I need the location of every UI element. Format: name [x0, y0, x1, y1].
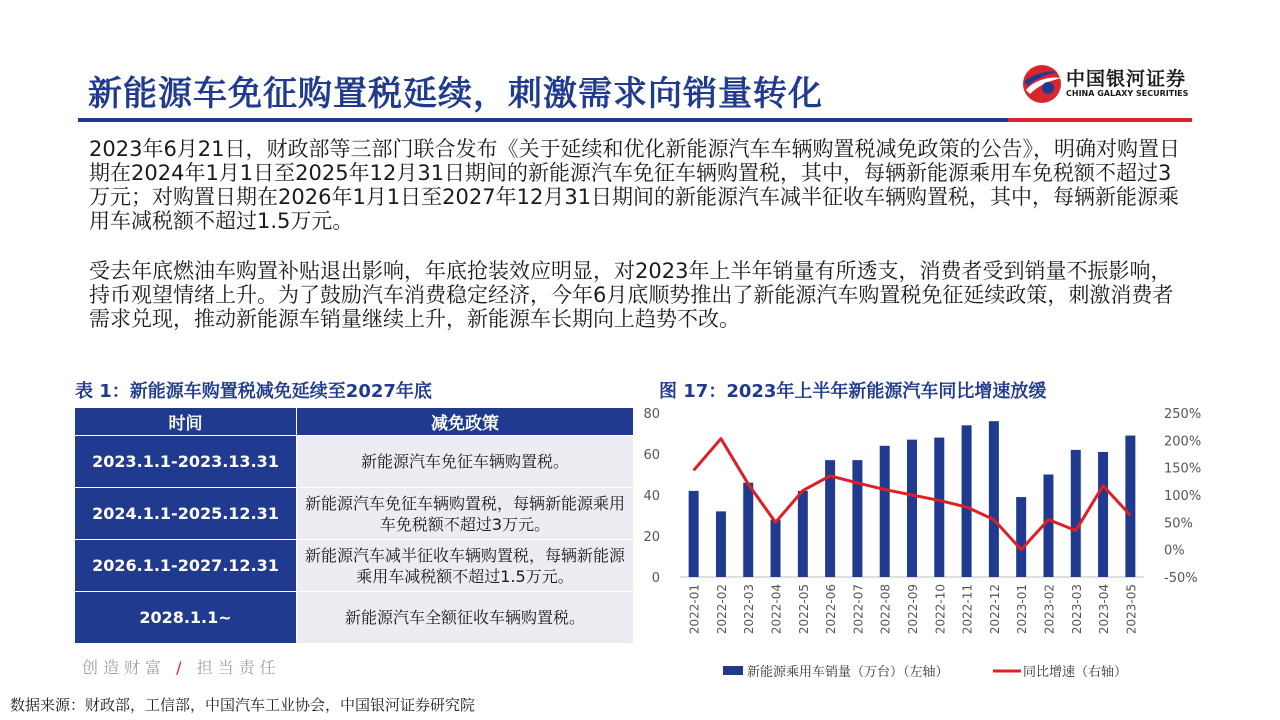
bar-2022-09: [907, 440, 917, 577]
logo-english-name: CHINA GALAXY SECURITIES: [1066, 89, 1189, 98]
bar-2023-04: [1098, 452, 1108, 577]
x-axis-tick-label: 2022-09: [906, 584, 920, 635]
table-row: [75, 436, 634, 488]
data-source-note: 数据来源：财政部，工信部，中国汽车工业协会，中国银河证券研究院: [10, 696, 476, 714]
table-header-policy: 减免政策: [297, 408, 634, 436]
bar-2022-11: [962, 425, 972, 577]
table-cell-policy: 新能源汽车全额征收车辆购置税。: [297, 592, 634, 644]
legend-bar-swatch: [723, 666, 743, 675]
sales-growth-chart: [636, 400, 1216, 690]
x-axis-tick-label: 2022-04: [769, 584, 784, 635]
x-axis-tick-label: 2023-04: [1097, 584, 1112, 635]
legend-line-label: 同比增速（右轴）: [1023, 665, 1128, 680]
x-axis-tick-label: 2022-05: [796, 584, 811, 635]
right-axis-tick-label: -50%: [1164, 571, 1198, 586]
bar-2022-04: [771, 520, 781, 577]
table-cell-policy: 新能源汽车免征车辆购置税。: [297, 436, 634, 488]
table-title: 表 1：新能源车购置税减免延续至2027年底: [75, 381, 432, 402]
left-axis-tick-label: 20: [643, 530, 660, 545]
table-cell-time: 2026.1.1-2027.12.31: [75, 540, 297, 592]
table-row: [75, 540, 634, 592]
right-axis-tick-label: 200%: [1164, 434, 1202, 450]
table-row: [75, 488, 634, 540]
table-cell-time: 2024.1.1-2025.12.31: [75, 488, 297, 540]
table-cell-policy: 新能源汽车免征车辆购置税，每辆新能源乘用车免税额不超过3万元。: [297, 488, 634, 540]
paragraph-market-analysis: 受去年底燃油车购置补贴退出影响，年底抢装效应明显，对2023年上半年销量有所透支，消费者受到销量不振影响，持币观望情绪上升。为了鼓励汽车消费稳定经济，今年6月底顺势推出了新能源汽车购置税免征延续政策，刺激消费者需求兑现，推动新能源车销量继续上升，新能源车长期向上趋势不改。: [89, 259, 1174, 331]
left-axis-tick-label: 40: [643, 489, 660, 504]
page-title: 新能源车免征购置税延续，刺激需求向销量转化: [88, 74, 823, 114]
x-axis-tick-label: 2022-12: [987, 584, 1002, 635]
table-cell-time: 2023.1.1-2023.13.31: [75, 436, 297, 488]
table-cell-time: 2028.1.1~: [75, 592, 297, 644]
slogan-right: 担当责任: [196, 658, 281, 677]
policy-table: [74, 407, 634, 644]
x-axis-tick-label: 2022-03: [742, 584, 757, 635]
x-axis-tick-label: 2022-02: [714, 584, 729, 635]
logo-chinese-name: 中国银河证券: [1066, 68, 1187, 90]
x-axis-tick-label: 2023-03: [1069, 584, 1084, 635]
right-axis-tick-label: 100%: [1164, 489, 1202, 504]
title-underline-blue: [78, 118, 1008, 122]
bar-2022-08: [880, 446, 890, 577]
legend-bar-label: 新能源乘用车销量（万台）（左轴）: [747, 665, 949, 680]
table-row: [75, 592, 634, 644]
x-axis-tick-label: 2022-10: [933, 584, 948, 635]
table-cell-policy: 新能源汽车减半征收车辆购置税，每辆新能源乘用车减税额不超过1.5万元。: [297, 540, 634, 592]
chart-title: 图 17：2023年上半年新能源汽车同比增速放缓: [659, 381, 1047, 402]
x-axis-tick-label: 2022-11: [960, 584, 975, 635]
bar-2022-02: [716, 511, 726, 577]
x-axis-tick-label: 2022-01: [687, 584, 702, 635]
bar-2022-03: [743, 483, 753, 577]
x-axis-tick-label: 2023-01: [1015, 584, 1030, 635]
x-axis-tick-label: 2022-06: [824, 584, 839, 635]
x-axis-tick-label: 2022-08: [878, 584, 893, 635]
left-axis-tick-label: 80: [643, 407, 660, 422]
right-axis-tick-label: 150%: [1164, 461, 1202, 477]
left-axis-tick-label: 60: [643, 448, 660, 463]
bar-2022-10: [934, 438, 944, 577]
x-axis-tick-label: 2023-02: [1042, 584, 1057, 635]
bar-2022-01: [689, 491, 699, 577]
right-axis-tick-label: 250%: [1164, 407, 1202, 422]
x-axis-tick-label: 2022-07: [851, 584, 866, 635]
right-axis-tick-label: 0%: [1164, 543, 1185, 559]
paragraph-policy-announcement: 2023年6月21日，财政部等三部门联合发布《关于延续和优化新能源汽车车辆购置税减免政策的公告》，明确对购置日期在2024年1月1日至2025年12月31日期间的新能源汽车免征车辆购置税，其中，每辆新能源乘用车免税额不超过3万元；对购置日期在2026年1月1日至2027年12月31日期间的新能源汽车减半征收车辆购置税，其中，每辆新能源乘用车减税额不超过1.5万元。: [89, 137, 1181, 233]
galaxy-logo-icon: [1018, 62, 1066, 106]
bar-2023-03: [1071, 450, 1081, 577]
bar-2023-02: [1043, 475, 1053, 578]
right-axis-tick-label: 50%: [1164, 516, 1193, 532]
title-underline-red: [1008, 118, 1192, 122]
bar-2023-05: [1125, 436, 1135, 577]
bar-2022-07: [852, 460, 862, 577]
left-axis-tick-label: 0: [651, 571, 660, 586]
table-header-time: 时间: [75, 408, 297, 436]
x-axis-tick-label: 2023-05: [1124, 584, 1139, 635]
bar-2022-05: [798, 491, 808, 577]
slogan-left: 创造财富: [82, 658, 167, 677]
footer-slogan: [82, 655, 281, 678]
bar-2023-01: [1016, 497, 1026, 577]
slogan-slash: /: [176, 658, 187, 677]
bar-2022-12: [989, 421, 999, 577]
table-header-row: [75, 408, 634, 436]
